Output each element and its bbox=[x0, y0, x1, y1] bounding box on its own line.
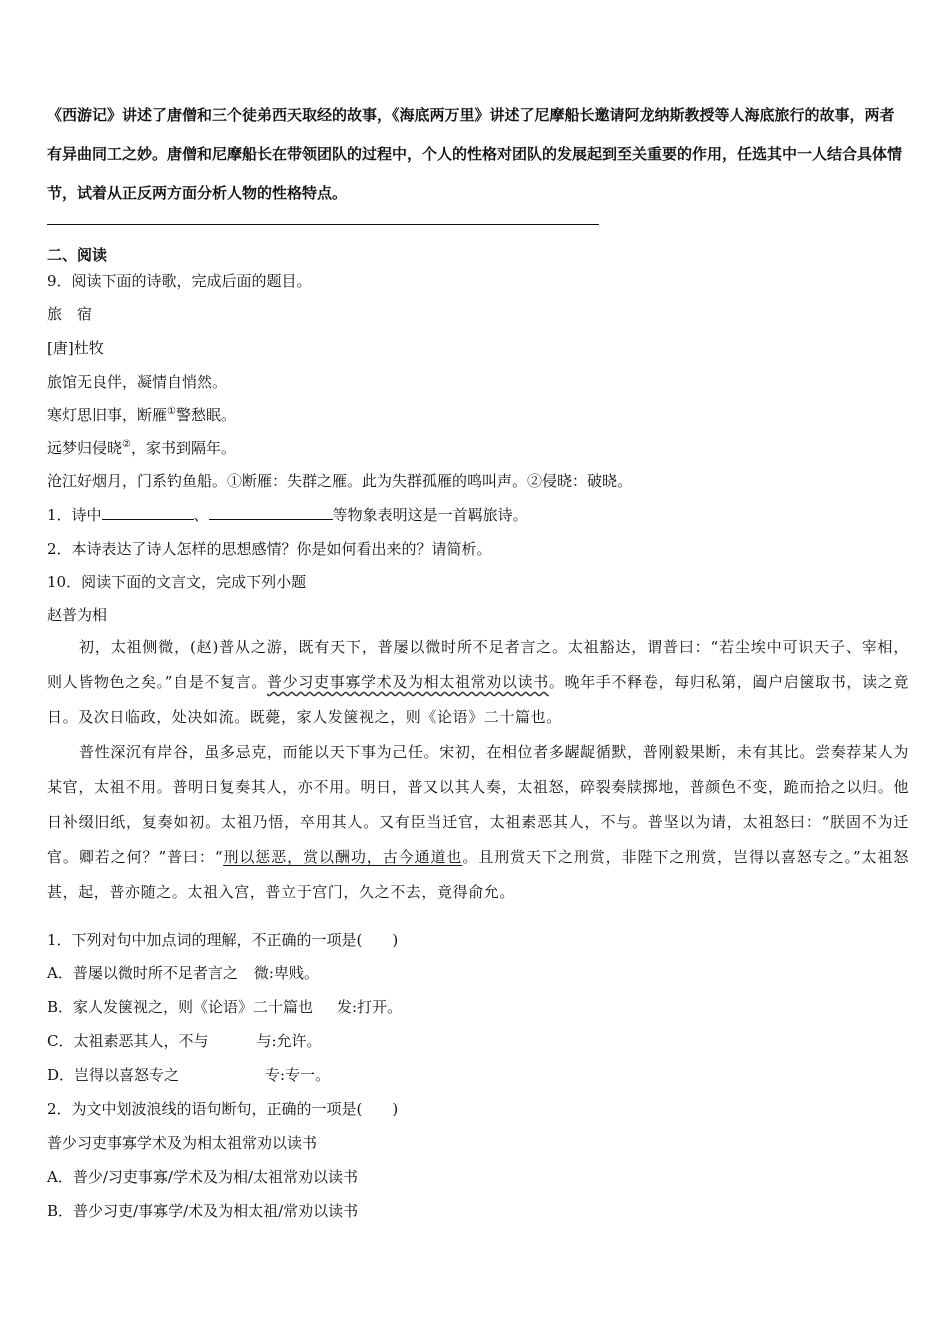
passage-p1-a: 初，太祖侧微，(赵)普从之游，既有天下，普屡以微时所不足者言之。太祖豁达，谓普曰：“若尘埃中可识天子、宰相，则人皆物色之矣。”自是不复言。 bbox=[47, 638, 909, 691]
note-marker-2: ② bbox=[122, 439, 131, 450]
passage-p1-b: 。晚年手不释卷，每归私第，阖户启箧取书，读之竟日。及次日临政，处决如流。既薨，家人发箧视之，则《论语》二十篇也。 bbox=[47, 673, 909, 726]
wavy-underlined-sentence: 普少习吏事寡学术及为相太祖常劝以读书 bbox=[267, 673, 549, 691]
option-d-text: D．岂得以喜怒专之 bbox=[47, 1066, 180, 1084]
q9-sub1 bbox=[47, 504, 528, 525]
q10-sub1-prompt: 1．下列对句中加点词的理解，不正确的一项是( ) bbox=[47, 931, 399, 949]
option-c-text: C．太祖素恶其人，不与 bbox=[47, 1032, 209, 1050]
poem-line-4-notes: 沧江好烟月，门系钓鱼船。①断雁：失群之雁。此为失群孤雁的鸣叫声。②侵晓：破晓。 bbox=[47, 472, 633, 490]
answer-blank-1[interactable] bbox=[102, 505, 194, 520]
q10-sub1-option-b bbox=[47, 996, 402, 1017]
poem-line-1: 旅馆无良伴，凝情自悄然。 bbox=[47, 373, 228, 391]
q10-prompt: 10．阅读下面的文言文，完成下列小题 bbox=[47, 573, 307, 591]
option-a-gloss: 微:卑贱。 bbox=[253, 964, 319, 982]
option-d-gloss: 专:专一。 bbox=[265, 1066, 331, 1084]
q10-sub1-option-c bbox=[47, 1030, 322, 1051]
answer-blank-2[interactable] bbox=[209, 505, 333, 520]
poem-line-3 bbox=[47, 437, 236, 458]
passage-title: 赵普为相 bbox=[47, 606, 108, 624]
q10-sub1-option-d bbox=[47, 1064, 330, 1085]
passage-p2-b: 。且刑赏天下之刑赏，非陛下之刑赏，岂得以喜怒专之。”太祖怒甚，起，普亦随之。太祖入宫，普立于宫门，久之不去，竟得俞允。 bbox=[47, 848, 909, 901]
q9-sub2: 2．本诗表达了诗人怎样的思想感情？你是如何看出来的？请简析。 bbox=[47, 540, 492, 558]
passage-paragraph-1 bbox=[47, 630, 909, 735]
answer-line bbox=[47, 224, 599, 225]
passage-paragraph-2 bbox=[47, 735, 909, 910]
q9-sub1-sep: 、 bbox=[193, 506, 209, 524]
q9-sub1-a: 1．诗中 bbox=[47, 506, 102, 524]
option-c-gloss: 与:允许。 bbox=[256, 1032, 322, 1050]
underlined-sentence: 刑以惩恶，赏以酬功，古今通道也 bbox=[223, 848, 463, 866]
option-b-text: B．家人发箧视之，则《论语》二十篇也 bbox=[47, 998, 314, 1016]
q10-sub2-option-a: A．普少/习吏事寡/学术及为相/太祖常劝以读书 bbox=[47, 1168, 358, 1186]
poem-line-2 bbox=[47, 404, 236, 425]
q10-sub2-prompt: 2．为文中划波浪线的语句断句，正确的一项是( ) bbox=[47, 1100, 399, 1118]
option-a-text: A．普屡以微时所不足者言之 bbox=[47, 964, 238, 982]
q9-sub1-b: 等物象表明这是一首羁旅诗。 bbox=[332, 506, 528, 524]
poem-line-3-b: ，家书到隔年。 bbox=[130, 439, 236, 457]
poem-line-2-b: 警愁眠。 bbox=[175, 406, 236, 424]
q9-prompt: 9．阅读下面的诗歌，完成后面的题目。 bbox=[47, 272, 312, 290]
poem-author: [唐]杜牧 bbox=[47, 339, 104, 357]
passage-p2-a: 普性深沉有岸谷，虽多忌克，而能以天下事为己任。宋初，在相位者多龌龊循默，普刚毅果断，未有其比。尝奏荐某人为某官，太祖不用。普明日复奏其人，亦不用。明日，普又以其人奏，太祖怒，碎裂奏牍掷地，普颜色不变，跪而拾之以归。他日补缀旧纸，复奏如初。太祖乃悟，卒用其人。又有臣当迁官，太祖素恶其人，不与。普坚以为请，太祖怒曰：“朕固不为迁官。卿若之何？”普曰：“ bbox=[47, 743, 909, 866]
q10-sub1-option-a bbox=[47, 962, 319, 983]
note-marker-1: ① bbox=[167, 406, 176, 417]
option-b-gloss: 发:打开。 bbox=[337, 998, 403, 1016]
poem-title: 旅 宿 bbox=[47, 305, 93, 323]
q10-sub2-option-b: B．普少习吏/事寡学/术及为相太祖/常劝以读书 bbox=[47, 1202, 359, 1220]
section-title: 二、阅读 bbox=[47, 246, 108, 264]
q10-sub2-sentence: 普少习吏事寡学术及为相太祖常劝以读书 bbox=[47, 1134, 318, 1152]
intro-paragraph: 《西游记》讲述了唐僧和三个徒弟西天取经的故事，《海底两万里》讲述了尼摩船长邀请阿龙纳斯教授等人海底旅行的故事，两者有异曲同工之妙。唐僧和尼摩船长在带领团队的过程中，个人的性格对团队的发展起到至关重要的作用，任选其中一人结合具体情节，试着从正反两方面分析人物的性格特点。 bbox=[47, 106, 903, 202]
poem-line-2-a: 寒灯思旧事，断雁 bbox=[47, 406, 168, 424]
poem-line-3-a: 远梦归侵晓 bbox=[47, 439, 123, 457]
